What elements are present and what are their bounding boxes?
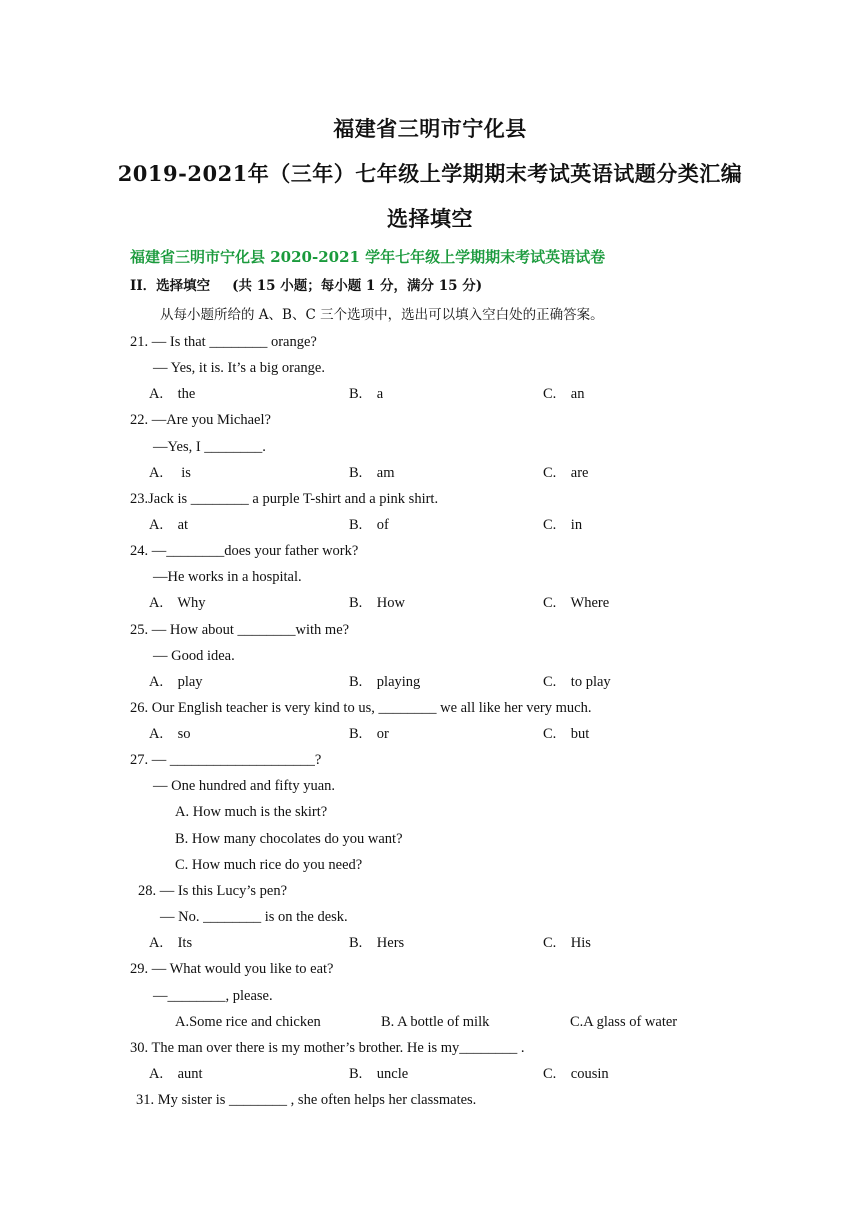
option-a: A. aunt xyxy=(149,1066,203,1082)
option-b: B. a xyxy=(349,386,384,402)
option-c: C. cousin xyxy=(543,1066,609,1082)
option-a: A. so xyxy=(149,726,191,742)
section-instruction: 从每小题所给的 A、B、C 三个选项中，选出可以填入空白处的正确答案。 xyxy=(160,307,604,323)
option-c: C. His xyxy=(543,935,591,951)
option-a: A. the xyxy=(149,386,196,402)
option-a: A. play xyxy=(149,674,203,690)
question-stem: 28. — Is this Lucy’s pen? xyxy=(138,883,288,899)
doc-title-line2: 2019-2021年（三年）七年级上学期期末考试英语试题分类汇编 xyxy=(117,161,743,186)
question-stem: 21. — Is that ________ orange? xyxy=(130,334,317,350)
option-a: A. is xyxy=(149,465,191,481)
doc-title-line1: 福建省三明市宁化县 xyxy=(333,116,527,141)
option-c: C. to play xyxy=(543,674,611,690)
question-stem: 22. —Are you Michael? xyxy=(130,412,271,428)
option-c: C.A glass of water xyxy=(570,1014,678,1030)
question-reply: — Good idea. xyxy=(153,648,235,664)
question-reply: — One hundred and fifty yuan. xyxy=(153,778,336,794)
question-reply: —He works in a hospital. xyxy=(153,569,302,585)
option-b: B. am xyxy=(349,465,395,481)
option-c: C. Where xyxy=(543,595,610,611)
section-name: II．选择填空 xyxy=(130,278,211,294)
doc-title-line3: 选择填空 xyxy=(387,206,473,231)
section-score-note: (共 15 小题；每小题 1 分，满分 15 分) xyxy=(232,278,483,294)
exam-title: 福建省三明市宁化县 2020-2021 学年七年级上学期期末考试英语试卷 xyxy=(130,248,606,266)
question-reply: — No. ________ is on the desk. xyxy=(160,909,348,925)
option-c: C. How much rice do you need? xyxy=(175,857,363,873)
option-b: B. of xyxy=(349,517,389,533)
option-b: B. uncle xyxy=(349,1066,409,1082)
question-stem: 26. Our English teacher is very kind to us, ________ we all like her very much. xyxy=(130,700,592,716)
question-stem: 31. My sister is ________ , she often helps her classmates. xyxy=(136,1092,477,1108)
section-heading xyxy=(130,274,482,294)
option-a: A. How much is the skirt? xyxy=(175,804,328,820)
question-stem: 27. — ____________________? xyxy=(130,752,322,768)
option-c: C. are xyxy=(543,465,589,481)
option-a: A.Some rice and chicken xyxy=(175,1014,321,1030)
question-stem: 23.Jack is ________ a purple T-shirt and a pink shirt. xyxy=(130,491,439,507)
question-reply: —________, please. xyxy=(153,988,273,1004)
question-stem: 29. — What would you like to eat? xyxy=(130,961,334,977)
option-a: A. Why xyxy=(149,595,206,611)
option-b: B. How xyxy=(349,595,405,611)
question-stem: 24. —________does your father work? xyxy=(130,543,359,559)
question-reply: — Yes, it is. It’s a big orange. xyxy=(153,360,325,376)
option-a: A. at xyxy=(149,517,189,533)
question-reply: —Yes, I ________. xyxy=(153,439,266,455)
option-c: C. but xyxy=(543,726,590,742)
option-c: C. in xyxy=(543,517,583,533)
option-a: A. Its xyxy=(149,935,193,951)
option-b: B. A bottle of milk xyxy=(381,1014,490,1030)
option-b: B. playing xyxy=(349,674,421,690)
option-c: C. an xyxy=(543,386,585,402)
question-stem: 30. The man over there is my mother’s brother. He is my________ . xyxy=(130,1040,525,1056)
option-b: B. Hers xyxy=(349,935,405,951)
option-b: B. or xyxy=(349,726,389,742)
question-stem: 25. — How about ________with me? xyxy=(130,622,350,638)
option-b: B. How many chocolates do you want? xyxy=(175,831,403,847)
